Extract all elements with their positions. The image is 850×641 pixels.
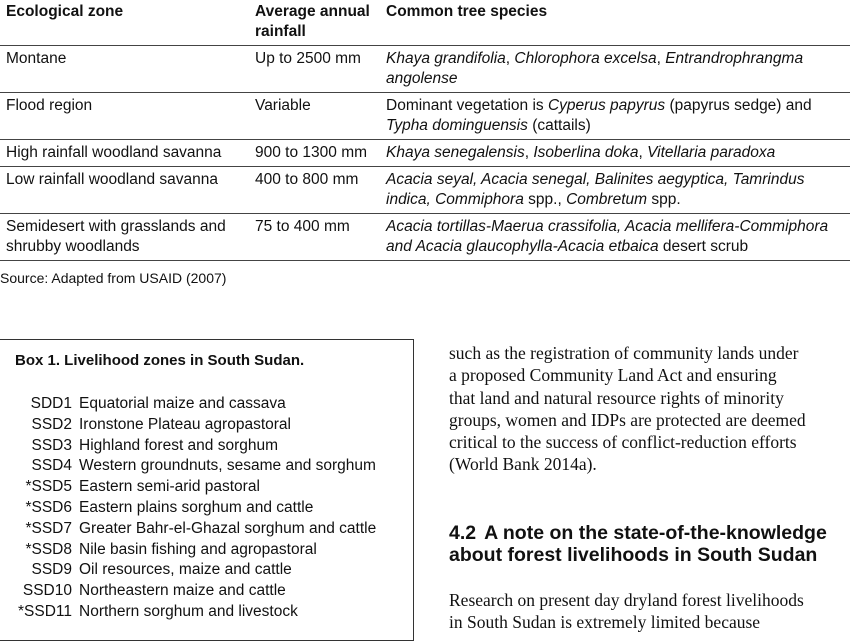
- list-item: [12, 560, 376, 581]
- paragraph-research: [449, 589, 850, 634]
- list-item: [12, 477, 376, 498]
- zone-code: *SSD11: [18, 602, 72, 620]
- rainfall-cell: 75 to 400 mm: [255, 218, 350, 235]
- rainfall-cell: Up to 2500 mm: [255, 50, 361, 67]
- ecological-zones-table: [0, 0, 850, 261]
- livelihood-zone-list: [12, 394, 376, 623]
- species-name: Typha dominguensis: [386, 117, 528, 134]
- zone-name: Nile basin fishing and agropastoral: [79, 540, 317, 558]
- list-item: [12, 498, 376, 519]
- header-ecological-zone: Ecological zone: [6, 3, 124, 20]
- zone-code: *SSD6: [25, 498, 72, 516]
- text-line: critical to the success of conflict-reduction efforts: [449, 432, 797, 453]
- species-cell: [380, 140, 850, 167]
- text-line: Research on present day dryland forest livelihoods: [449, 590, 804, 610]
- heading-line-1: A note on the state-of-the-knowledge: [484, 522, 827, 544]
- table-row: [0, 140, 850, 167]
- zone-name: Greater Bahr-el-Ghazal sorghum and cattle: [79, 519, 377, 537]
- zone-name: Western groundnuts, sesame and sorghum: [79, 457, 376, 475]
- zone-code: SSD2: [31, 415, 72, 433]
- heading-line-2: about forest livelihoods in South Sudan: [449, 544, 818, 566]
- zone-code: *SSD5: [25, 478, 72, 496]
- species-cell: [380, 46, 850, 93]
- species-text: (cattails): [527, 117, 591, 134]
- text-line: such as the registration of community lands under: [449, 343, 799, 363]
- zone-name: Equatorial maize and cassava: [79, 395, 286, 412]
- livelihood-zones-box: [0, 339, 414, 641]
- species-text: ,: [656, 50, 666, 67]
- header-tree-species: Common tree species: [386, 3, 548, 20]
- species-name: Cyperus papyrus: [547, 97, 666, 114]
- list-item: [12, 394, 376, 415]
- text-line: in South Sudan is extremely limited because: [449, 612, 761, 633]
- table-row: [0, 46, 850, 93]
- zone-cell: Flood region: [6, 97, 93, 114]
- text-line: groups, women and IDPs are protected are deemed: [449, 409, 806, 430]
- zone-cell: Low rainfall woodland savanna: [6, 171, 218, 188]
- table-header-row: [0, 0, 850, 46]
- species-text: ,: [638, 144, 648, 161]
- box-title: Box 1. Livelihood zones in South Sudan.: [15, 352, 305, 369]
- text-line: (World Bank 2014a).: [449, 454, 597, 475]
- heading-number: 4.2: [449, 522, 477, 544]
- species-name: Chlorophora excelsa: [514, 50, 657, 67]
- zone-code: SSD3: [31, 436, 72, 454]
- species-name: Acacia tortillas-Maerua crassifolia, Acacia mellifera-Commiphora and Acacia glaucophylla-Acacia etbaica: [386, 218, 829, 255]
- zone-name: Eastern semi-arid pastoral: [79, 478, 260, 496]
- table-row: [0, 93, 850, 140]
- zone-name: Northeastern maize and cattle: [79, 582, 286, 600]
- list-item: [12, 415, 376, 436]
- species-text: spp.,: [523, 191, 567, 208]
- species-name: Vitellaria paradoxa: [647, 144, 776, 161]
- list-item: [12, 519, 376, 540]
- zone-code: SSD9: [31, 561, 72, 579]
- list-item: [12, 540, 376, 561]
- list-item: [12, 436, 376, 457]
- table-row: [0, 214, 850, 261]
- species-name: Khaya grandifolia: [386, 50, 506, 67]
- species-text: Dominant vegetation is: [386, 97, 548, 114]
- species-name: Combretum: [566, 191, 648, 208]
- species-text: desert scrub: [658, 238, 749, 255]
- paragraph-land-rights: [449, 342, 850, 476]
- zone-code: SDD1: [30, 395, 72, 412]
- species-name: Isoberlina doka: [533, 144, 639, 161]
- species-cell: [380, 214, 850, 261]
- zone-cell: Montane: [6, 50, 67, 67]
- table-source-note: Source: Adapted from USAID (2007): [0, 270, 227, 286]
- rainfall-cell: 900 to 1300 mm: [255, 144, 368, 161]
- zone-code: SSD4: [31, 457, 72, 475]
- zone-name: Northern sorghum and livestock: [79, 602, 298, 620]
- header-rainfall: Average annual rainfall: [255, 3, 370, 40]
- species-cell: [380, 167, 850, 214]
- zone-name: Highland forest and sorghum: [79, 436, 279, 454]
- zone-name: Oil resources, maize and cattle: [79, 561, 292, 579]
- zone-code: *SSD8: [25, 540, 72, 558]
- species-cell: [380, 93, 850, 140]
- rainfall-cell: 400 to 800 mm: [255, 171, 359, 188]
- species-text: ,: [524, 144, 534, 161]
- list-item: [12, 602, 376, 623]
- zone-code: SSD10: [22, 582, 72, 600]
- species-name: Acacia seyal, Acacia senegal, Balinites aegyptica, Tamrindus indica, Commiphora: [386, 171, 805, 208]
- rainfall-cell: Variable: [255, 97, 311, 114]
- text-line: a proposed Community Land Act and ensuring: [449, 365, 777, 386]
- text-line: that land and natural resource rights of minority: [449, 387, 784, 408]
- zone-name: Eastern plains sorghum and cattle: [79, 498, 314, 516]
- species-name: Khaya senegalensis: [386, 144, 525, 161]
- species-name: Entrandrophrangma angolense: [386, 50, 804, 87]
- zone-cell: Semidesert with grasslands and shrubby woodlands: [6, 218, 226, 255]
- species-text: (papyrus sedge) and: [665, 97, 812, 114]
- zone-name: Ironstone Plateau agropastoral: [79, 415, 291, 433]
- list-item: [12, 581, 376, 602]
- section-heading: [449, 522, 850, 566]
- species-text: ,: [505, 50, 515, 67]
- list-item: [12, 456, 376, 477]
- species-text: spp.: [647, 191, 681, 208]
- table-row: [0, 167, 850, 214]
- zone-cell: High rainfall woodland savanna: [6, 144, 222, 161]
- zone-code: *SSD7: [25, 519, 72, 537]
